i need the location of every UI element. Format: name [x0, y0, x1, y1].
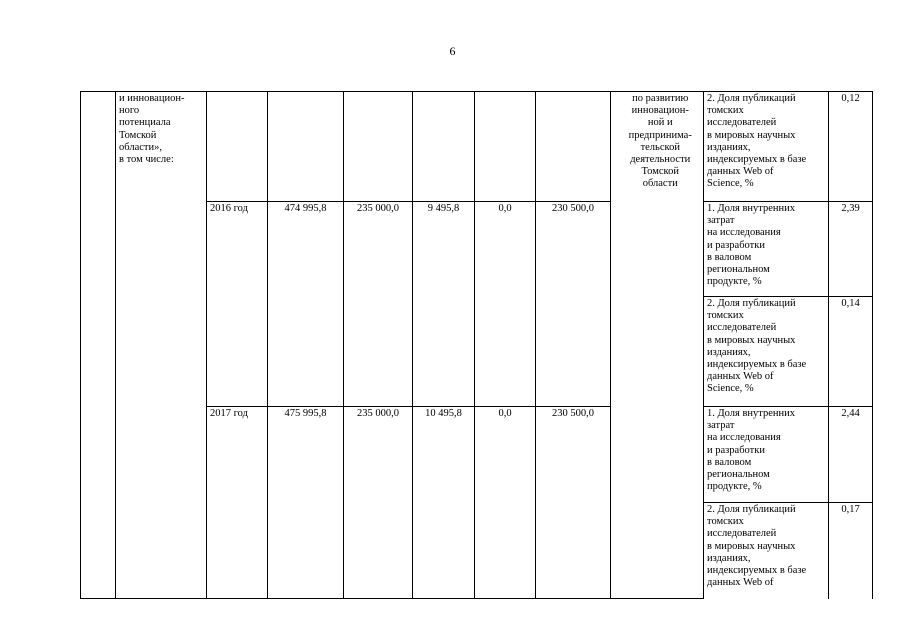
table-row: [81, 92, 873, 202]
indicator-cell: [704, 92, 829, 202]
year-label: 2017 год: [210, 408, 248, 419]
program-name-cell: [116, 92, 207, 599]
indicator-value: 2,44: [841, 408, 860, 419]
executor-cell: [621, 92, 704, 599]
indicator-value: 0,17: [841, 504, 860, 515]
local-value: 0,0: [498, 408, 512, 419]
indicator-cell: [704, 407, 829, 503]
local-value: 0,0: [498, 203, 512, 214]
local-cell: [475, 92, 536, 202]
program-table: [80, 91, 873, 599]
year-cell: [207, 407, 268, 599]
indicator-value: 0,12: [841, 93, 860, 104]
indicator-cell: [704, 503, 829, 599]
year-label: 2016 год: [210, 203, 248, 214]
indicator-text: 2. Доля публикаций томских исследователей в мировых научных изданиях, индексируемых в базе данных Web of: [707, 504, 807, 589]
other-cell: [536, 202, 611, 407]
indicator-value-cell: [829, 407, 873, 503]
total-cell: [268, 407, 344, 599]
year-cell: [207, 92, 268, 202]
regional-value: 10 495,8: [425, 408, 462, 419]
program-name: и инновацион- ного потенциала Томской области», в том числе:: [119, 93, 185, 166]
federal-value: 235 000,0: [357, 203, 399, 214]
federal-value: 235 000,0: [357, 408, 399, 419]
regional-cell: [413, 407, 475, 599]
total-value: 475 995,8: [284, 408, 327, 419]
other-cell: [536, 92, 611, 202]
federal-cell: [344, 202, 413, 407]
indicator-text: 2. Доля публикаций томских исследователей в мировых научных изданиях, индексируемых в базе данных Web of Science, %: [707, 93, 807, 190]
regional-value: 9 495,8: [427, 203, 460, 214]
indicator-value-cell: [829, 202, 873, 297]
other-cell: [536, 407, 611, 599]
executor-text: по развитию инновацион- ной и предпринима- тельской деятельности Томской области: [628, 93, 692, 190]
federal-cell: [344, 92, 413, 202]
indicator-value-cell: [829, 503, 873, 599]
row-number-cell: [81, 92, 116, 599]
total-value: 474 995,8: [284, 203, 327, 214]
federal-cell: [344, 407, 413, 599]
indicator-value-cell: [829, 297, 873, 407]
local-cell: [475, 202, 536, 407]
indicator-cell: [704, 297, 829, 407]
indicator-text: 1. Доля внутренних затрат на исследования и разработки в валовом региональном продукте, %: [707, 203, 796, 288]
indicator-cell: [704, 202, 829, 297]
local-cell: [475, 407, 536, 599]
indicator-value: 2,39: [841, 203, 860, 214]
other-value: 230 500,0: [552, 408, 594, 419]
regional-cell: [413, 202, 475, 407]
indicator-text: 1. Доля внутренних затрат на исследования и разработки в валовом региональном продукте, %: [707, 408, 796, 493]
regional-cell: [413, 92, 475, 202]
page-number: 6: [449, 44, 456, 58]
indicator-value: 0,14: [841, 298, 860, 309]
total-cell: [268, 92, 344, 202]
blank-cell: [611, 92, 621, 599]
other-value: 230 500,0: [552, 203, 594, 214]
year-cell: [207, 202, 268, 407]
indicator-value-cell: [829, 92, 873, 202]
total-cell: [268, 202, 344, 407]
indicator-text: 2. Доля публикаций томских исследователей в мировых научных изданиях, индексируемых в базе данных Web of Science, %: [707, 298, 807, 395]
